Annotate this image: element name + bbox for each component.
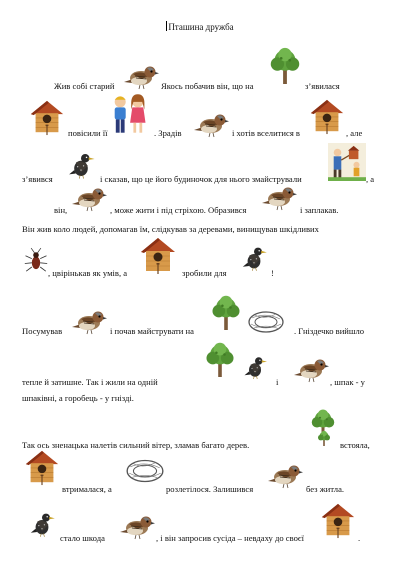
sparrow-picture bbox=[116, 512, 156, 540]
story-text: з’явився bbox=[22, 174, 53, 184]
story-text: повісили її bbox=[68, 128, 108, 138]
tree-picture bbox=[266, 44, 304, 86]
birdhouse-picture bbox=[22, 448, 62, 486]
story-text: стало шкода bbox=[60, 533, 105, 543]
nest-picture bbox=[124, 456, 166, 486]
nest-picture bbox=[246, 308, 286, 336]
sparrow-picture bbox=[258, 183, 298, 211]
story-text: тепле й затишне. Так і жили на одній bbox=[22, 377, 158, 387]
sparrow-picture bbox=[68, 307, 108, 335]
sparrow-picture bbox=[190, 110, 230, 138]
story-text: Так ось зненацька налетів сильний вітер, зламав багато дерев. bbox=[22, 440, 250, 450]
story-text: і хотів вселитися в bbox=[232, 128, 300, 138]
story-text: і сказав, що це його будиночок для нього змайстрували bbox=[100, 174, 302, 184]
story-text: . bbox=[358, 533, 361, 543]
birdhouse-picture bbox=[306, 97, 348, 135]
story-text: . Зрадів bbox=[154, 128, 182, 138]
story-text: розлетілося. Залишився bbox=[166, 484, 254, 494]
starling-picture bbox=[26, 508, 58, 540]
starling-picture bbox=[238, 243, 270, 273]
story-text: , цвірінькав як умів, а bbox=[48, 268, 128, 278]
story-text: і почав майструвати на bbox=[110, 326, 194, 336]
sparrow-picture bbox=[120, 62, 160, 90]
family-picture bbox=[328, 143, 366, 181]
story-text: втрималася, а bbox=[62, 484, 112, 494]
starling-picture bbox=[240, 353, 270, 381]
story-text: і bbox=[276, 377, 279, 387]
story-text: , а bbox=[366, 174, 375, 184]
tree-picture bbox=[202, 340, 238, 378]
story-text: з’явилася bbox=[305, 81, 340, 91]
story-text: , шпак - у bbox=[330, 377, 365, 387]
story-text: , може жити і під стріхою. Образився bbox=[110, 205, 247, 215]
birdhouse-picture bbox=[136, 235, 180, 275]
page-title: Пташина дружба bbox=[168, 22, 234, 32]
story-text: зробили для bbox=[182, 268, 227, 278]
bug-picture bbox=[22, 246, 50, 274]
story-text: і заплакав. bbox=[300, 205, 339, 215]
story-text: Посумував bbox=[22, 326, 63, 336]
story-text: він, bbox=[54, 205, 68, 215]
birdhouse-picture bbox=[26, 98, 68, 136]
story-text: Жив собі старий bbox=[54, 81, 115, 91]
story-text: Якось побачив він, що на bbox=[161, 81, 254, 91]
sparrow-picture bbox=[264, 461, 304, 489]
tree-picture bbox=[208, 292, 244, 332]
story-text: ! bbox=[271, 268, 274, 278]
starling-picture bbox=[64, 150, 98, 180]
story-text: , і він запросив сусіда – невдаху до своєї bbox=[156, 533, 304, 543]
story-text: Він жив коло людей, допомагав їм, слідкував за деревами, винищував шкідливих bbox=[22, 224, 319, 234]
story-text: . Гніздечко вийшло bbox=[294, 326, 365, 336]
sparrow-picture bbox=[290, 355, 330, 383]
story-text: , але bbox=[346, 128, 363, 138]
tree-trunk-picture bbox=[316, 428, 332, 448]
birdhouse-picture bbox=[318, 501, 358, 539]
story-text: без житла. bbox=[306, 484, 345, 494]
children-picture bbox=[104, 92, 154, 136]
story-text: встояла, bbox=[340, 440, 370, 450]
story-text: шпаківні, а горобець - у гнізді. bbox=[22, 393, 134, 403]
sparrow-picture bbox=[68, 184, 108, 212]
